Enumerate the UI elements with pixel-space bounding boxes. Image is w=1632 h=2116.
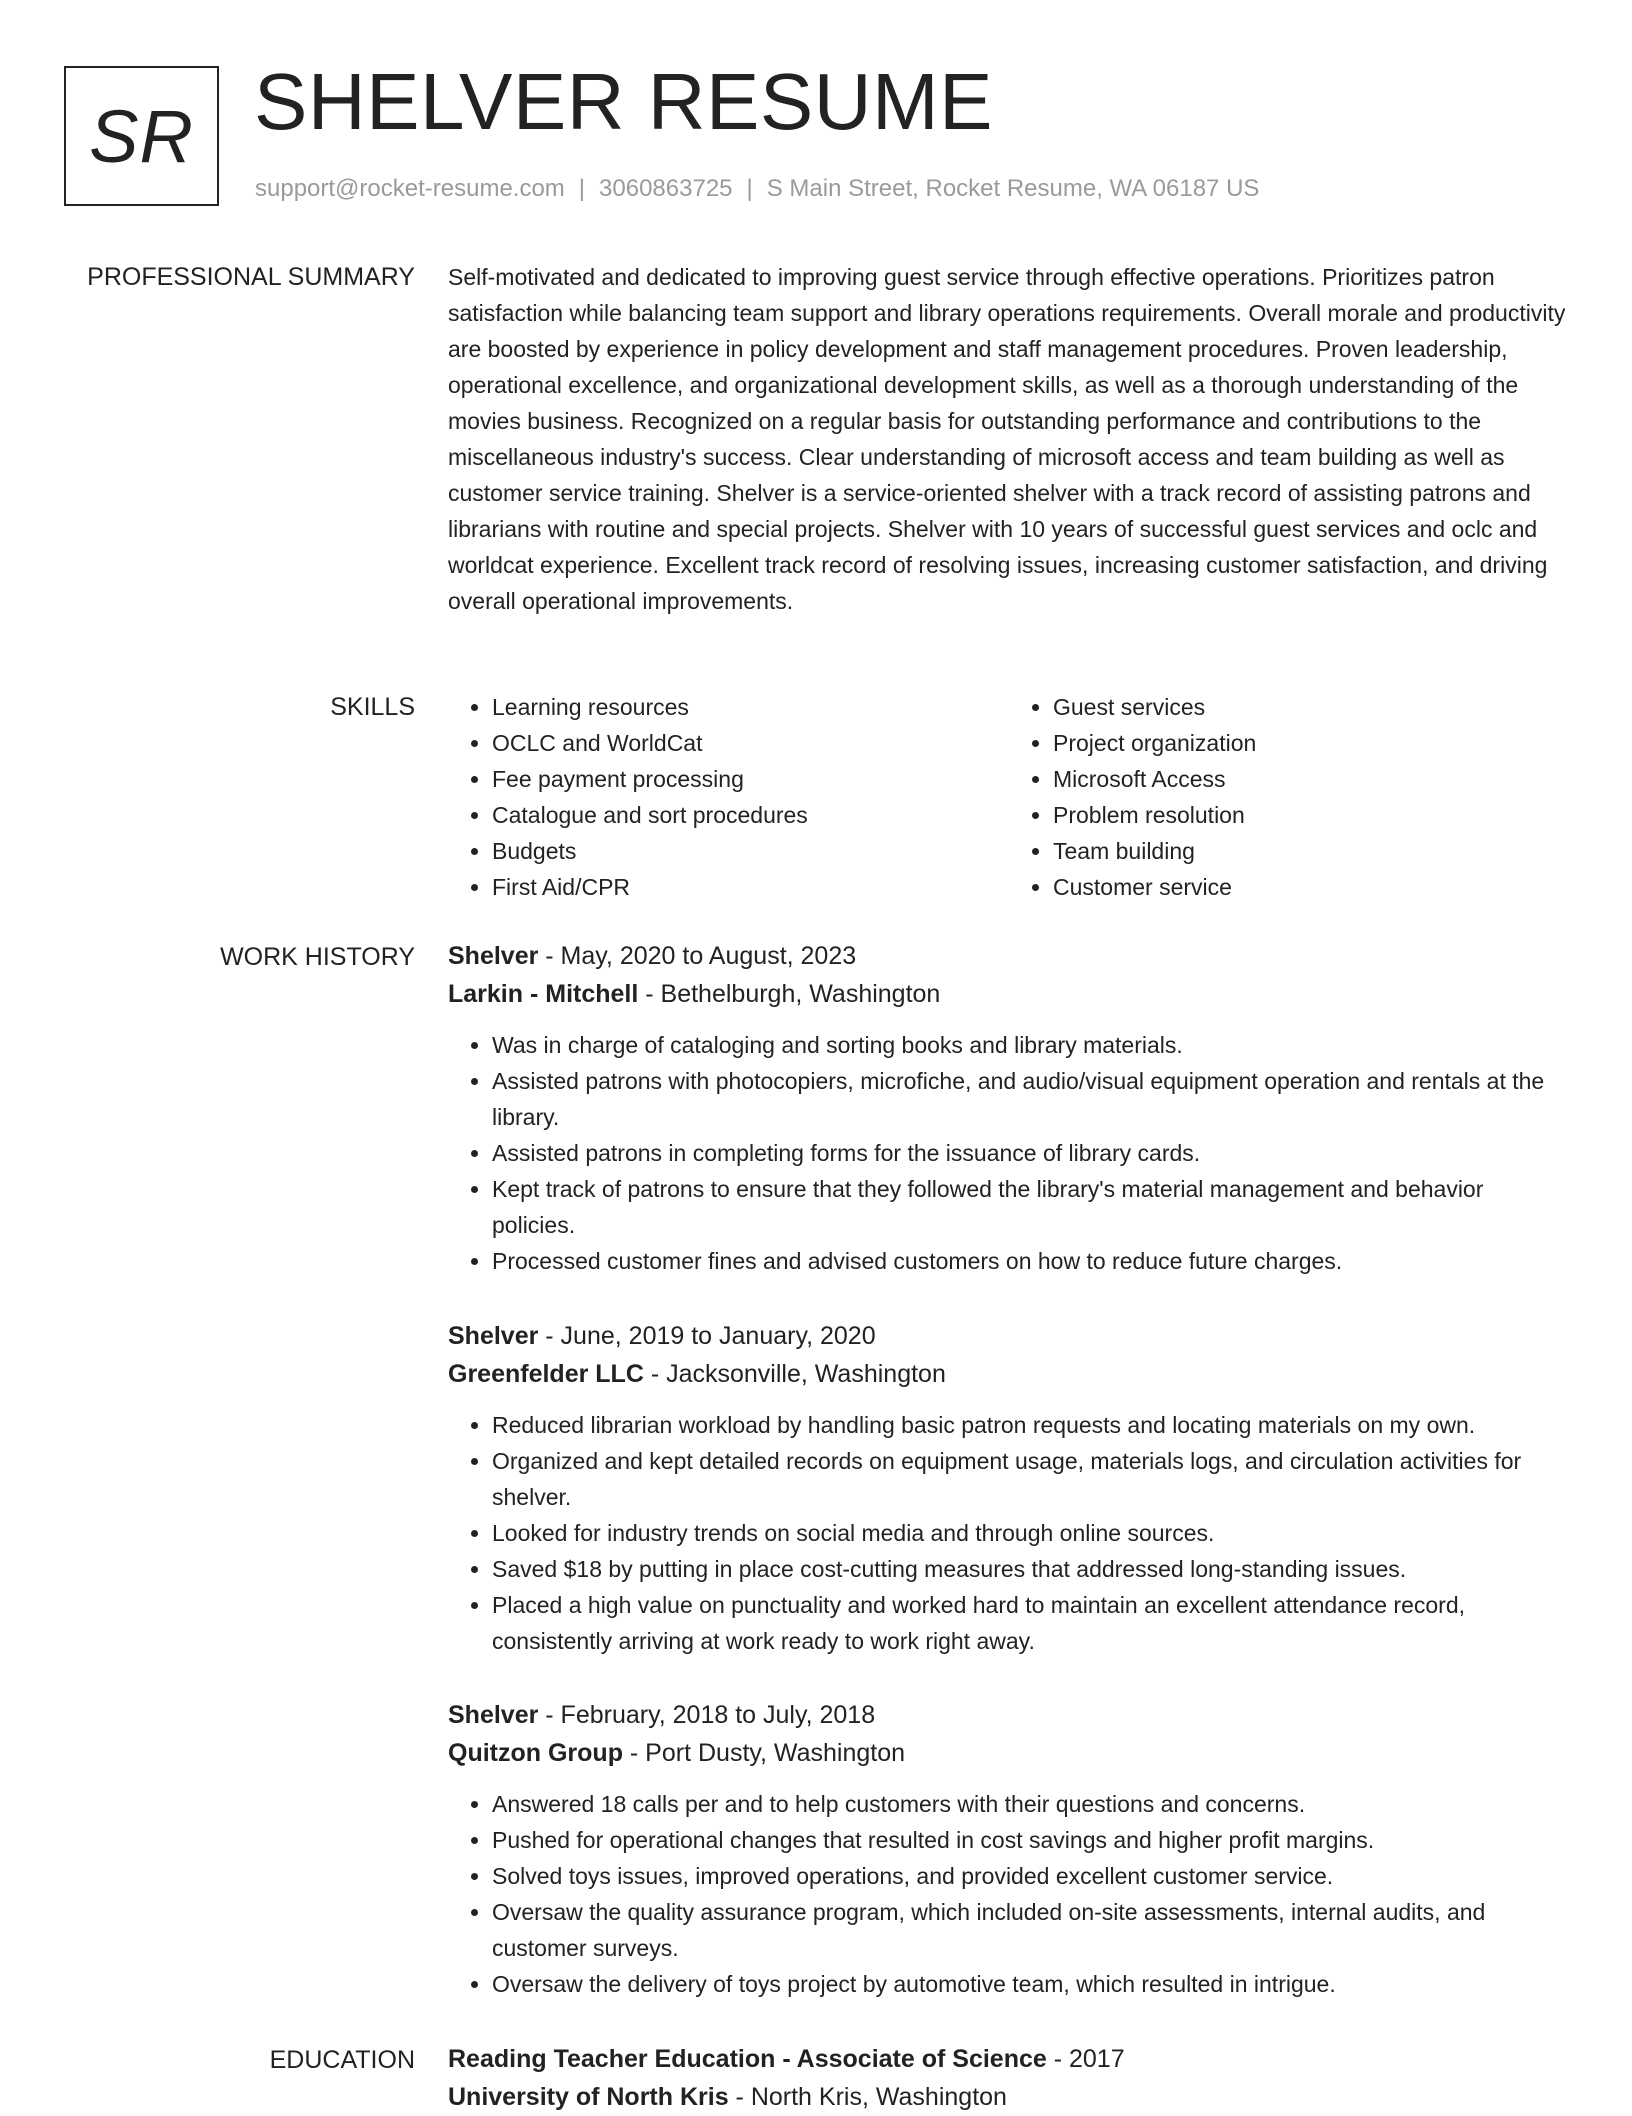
job-dates: - May, 2020 to August, 2023 — [538, 942, 857, 970]
summary-text: Self-motivated and dedicated to improving guest service through effective operations. Prioritizes patron satisfaction while balancing team support and library operations requirements. Overall morale and productivity are boosted by experience in policy development and staff management procedures. Proven leadership, operational excellence, and organizational development skills, as well as a thorough understanding of the movies business. Recognized on a regular basis for outstanding performance and contributions to the miscellaneous industry's success. Clear understanding of microsoft access and team building as well as customer service training. Shelver is a service-oriented shelver with a track record of assisting patrons and librarians with routine and special projects. Shelver with 10 years of successful guest services and oclc and worldcat experience. Excellent track record of resolving issues, increasing customer satisfaction, and driving overall operational improvements. — [448, 264, 1566, 614]
skill-item: • Budgets — [492, 833, 1009, 869]
job-bullets — [448, 1407, 1570, 1659]
job-bullet: • Placed a high value on punctuality and worked hard to maintain an excellent attendance record, consistently arriving at work ready to work right away. — [492, 1587, 1570, 1659]
education-school-line — [448, 2078, 1570, 2116]
job-dates: - February, 2018 to July, 2018 — [538, 1701, 876, 1729]
job-entry — [448, 937, 1570, 1279]
job-bullet: • Oversaw the delivery of toys project by automotive team, which resulted in intrigue. — [492, 1966, 1570, 2002]
skills-section — [448, 689, 1570, 905]
skill-item: • Project organization — [1053, 725, 1570, 761]
job-bullets — [448, 1027, 1570, 1279]
job-bullet: • Kept track of patrons to ensure that they followed the library's material management and behavior policies. — [492, 1171, 1570, 1243]
job-title-line — [448, 1696, 1570, 1734]
contact-email[interactable]: support@rocket-resume.com — [255, 175, 565, 202]
education-degree: Reading Teacher Education - Associate of Science — [448, 2045, 1047, 2073]
section-label-skills: SKILLS — [330, 693, 415, 721]
job-bullet: • Assisted patrons in completing forms for the issuance of library cards. — [492, 1135, 1570, 1171]
job-bullet: • Reduced librarian workload by handling basic patron requests and locating materials on my own. — [492, 1407, 1570, 1443]
job-company-line — [448, 1734, 1570, 1772]
job-title: Shelver — [448, 1701, 539, 1729]
education-school: University of North Kris — [448, 2083, 729, 2111]
contact-address: S Main Street, Rocket Resume, WA 06187 US — [766, 175, 1260, 202]
skill-item: • Fee payment processing — [492, 761, 1009, 797]
job-entry — [448, 1696, 1570, 2002]
skill-item: • Guest services — [1053, 689, 1570, 725]
job-company-line — [448, 1355, 1570, 1393]
skill-item: • OCLC and WorldCat — [492, 725, 1009, 761]
job-bullets — [448, 1786, 1570, 2002]
section-label-summary: PROFESSIONAL SUMMARY — [87, 263, 415, 291]
skills-list-right — [1009, 689, 1570, 905]
contact-line — [255, 172, 1259, 206]
education-location: - North Kris, Washington — [728, 2083, 1007, 2111]
job-bullet: • Was in charge of cataloging and sorting books and library materials. — [492, 1027, 1570, 1063]
job-bullet: • Looked for industry trends on social media and through online sources. — [492, 1515, 1570, 1551]
education-degree-line — [448, 2040, 1570, 2078]
monogram-initials: SR — [89, 94, 194, 178]
job-bullet: • Solved toys issues, improved operations, and provided excellent customer service. — [492, 1858, 1570, 1894]
education-year: - 2017 — [1046, 2045, 1125, 2073]
job-company: Quitzon Group — [448, 1739, 623, 1767]
job-bullet: • Assisted patrons with photocopiers, microfiche, and audio/visual equipment operation and rentals at the library. — [492, 1063, 1570, 1135]
skills-list-left — [448, 689, 1009, 905]
resume-title: SHELVER RESUME — [254, 57, 994, 146]
skill-item: • Customer service — [1053, 869, 1570, 905]
job-bullet: • Pushed for operational changes that resulted in cost savings and higher profit margins. — [492, 1822, 1570, 1858]
skill-item: • Problem resolution — [1053, 797, 1570, 833]
job-bullet: • Saved $18 by putting in place cost-cutting measures that addressed long-standing issues. — [492, 1551, 1570, 1587]
education-section — [448, 2040, 1570, 2116]
job-bullet: • Answered 18 calls per and to help customers with their questions and concerns. — [492, 1786, 1570, 1822]
contact-phone[interactable]: 3060863725 — [599, 175, 733, 202]
section-label-work-history: WORK HISTORY — [220, 943, 415, 971]
skill-item: • First Aid/CPR — [492, 869, 1009, 905]
job-bullet: • Organized and kept detailed records on equipment usage, materials logs, and circulation activities for shelver. — [492, 1443, 1570, 1515]
monogram-badge — [64, 66, 219, 206]
job-bullet: • Processed customer fines and advised customers on how to reduce future charges. — [492, 1243, 1570, 1279]
job-dates: - June, 2019 to January, 2020 — [538, 1322, 876, 1350]
contact-separator: | — [578, 175, 586, 202]
job-location: - Jacksonville, Washington — [643, 1360, 946, 1388]
skill-item: • Team building — [1053, 833, 1570, 869]
job-title-line — [448, 1317, 1570, 1355]
job-title: Shelver — [448, 1322, 539, 1350]
job-title: Shelver — [448, 942, 539, 970]
job-location: - Port Dusty, Washington — [622, 1739, 906, 1767]
job-bullet: • Oversaw the quality assurance program, which included on-site assessments, internal audits, and customer surveys. — [492, 1894, 1570, 1966]
job-company-line — [448, 975, 1570, 1013]
skill-item: • Catalogue and sort procedures — [492, 797, 1009, 833]
job-title-line — [448, 937, 1570, 975]
job-location: - Bethelburgh, Washington — [638, 980, 941, 1008]
skill-item: • Microsoft Access — [1053, 761, 1570, 797]
section-label-education: EDUCATION — [269, 2046, 415, 2074]
skill-item: • Learning resources — [492, 689, 1009, 725]
contact-separator: | — [746, 175, 753, 202]
job-entry — [448, 1317, 1570, 1659]
summary-section — [448, 259, 1570, 619]
job-company: Larkin - Mitchell — [448, 980, 639, 1008]
job-company: Greenfelder LLC — [448, 1360, 644, 1388]
